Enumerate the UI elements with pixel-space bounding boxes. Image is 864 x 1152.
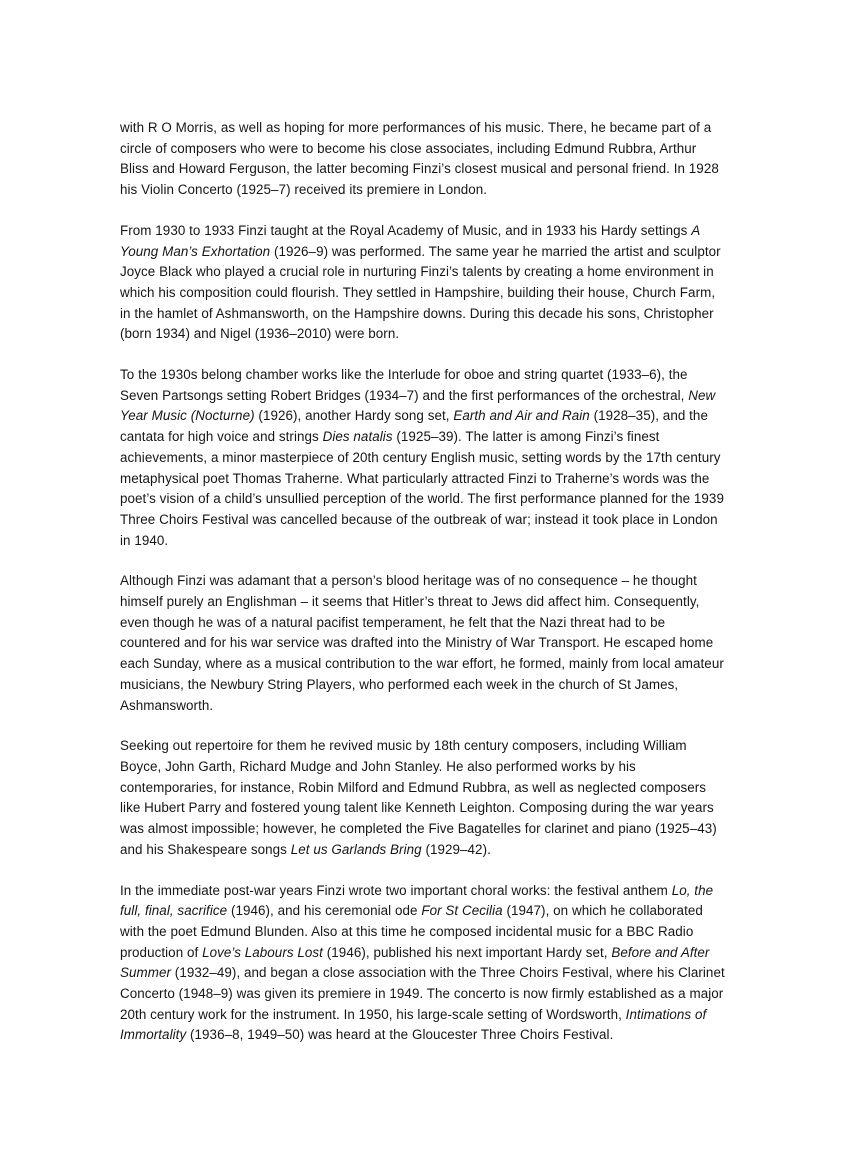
body-text: (1925–39). The latter is among Finzi’s finest achievements, a minor masterpiece of 20th century English music, setting words by the 17th century metaphysical poet Thomas Traherne. What particularly attracted Finzi to Traherne’s words was the poet’s vision of a child’s unsullied perception of the world. The first performance planned for the 1939 Three Choirs Festival was cancelled because of the outbreak of war; instead it took place in London in 1940. [120, 429, 724, 548]
italic-title-text: Love’s Labours Lost [202, 944, 323, 960]
body-text: To the 1930s belong chamber works like the Interlude for oboe and string quartet (1933–6), the Seven Partsongs setting Robert Bridges (1934–7) and the first performances of the orchestral, [120, 367, 689, 403]
body-text: (1947), on which he collaborated with the poet Edmund Blunden. Also at this time he composed incidental music for a BBC Radio production of [120, 903, 703, 960]
paragraph [120, 571, 728, 716]
italic-title-text: Intimations of Immortality [120, 1006, 707, 1043]
document-body [120, 118, 728, 1046]
paragraph [120, 736, 728, 860]
italic-title-text: A Young Man’s Exhortation [120, 222, 700, 259]
body-text: (1946), published his next important Hardy set, [322, 944, 612, 960]
body-text: (1936–8, 1949–50) was heard at the Gloucester Three Choirs Festival. [186, 1027, 614, 1043]
body-text: From 1930 to 1933 Finzi taught at the Royal Academy of Music, and in 1933 his Hardy settings [120, 222, 692, 238]
italic-title-text: Earth and Air and Rain [453, 408, 590, 424]
italic-title-text: New Year Music (Nocturne) [120, 387, 716, 424]
body-text: with R O Morris, as well as hoping for more performances of his music. There, he became part of a circle of composers who were to become his close associates, including Edmund Rubbra, Arthur Bliss and Howard Ferguson, the latter becoming Finzi’s closest musical and personal friend. In 1928 his Violin Concerto (1925–7) received its premiere in London. [120, 120, 719, 198]
paragraph [120, 365, 728, 551]
italic-title-text: For St Cecilia [421, 903, 503, 919]
body-text: (1926), another Hardy song set, [254, 408, 454, 424]
body-text: Seeking out repertoire for them he revived music by 18th century composers, including William Boyce, John Garth, Richard Mudge and John Stanley. He also performed works by his contemporaries, for instance, Robin Milford and Edmund Rubbra, as well as neglected composers like Hubert Parry and fostered young talent like Kenneth Leighton. Composing during the war years was almost impossible; however, he completed the Five Bagatelles for clarinet and piano (1925–43) and his Shakespeare songs [120, 738, 717, 857]
paragraph [120, 118, 728, 201]
body-text: (1928–35), and the cantata for high voice and strings [120, 408, 708, 445]
italic-title-text: Dies natalis [322, 429, 393, 445]
italic-title-text: Lo, the full, final, sacrifice [120, 882, 714, 919]
paragraph [120, 881, 728, 1047]
italic-title-text: Let us Garlands Bring [290, 841, 422, 857]
body-text: Although Finzi was adamant that a person’s blood heritage was of no consequence – he thought himself purely an Englishman – it seems that Hitler’s threat to Jews did affect him. Consequently, even though he was of a natural pacifist temperament, he felt that the Nazi threat had to be countered and for his war service was drafted into the Ministry of War Transport. He escaped home each Sunday, where as a musical contribution to the war effort, he formed, mainly from local amateur musicians, the Newbury String Players, who performed each week in the church of St James, Ashmansworth. [120, 573, 724, 713]
paragraph [120, 221, 728, 345]
body-text: (1929–42). [421, 841, 491, 857]
body-text: (1946), and his ceremonial ode [227, 903, 422, 919]
body-text: (1926–9) was performed. The same year he married the artist and sculptor Joyce Black who played a crucial role in nurturing Finzi’s talents by creating a home environment in which his composition could flourish. They settled in Hampshire, building their house, Church Farm, in the hamlet of Ashmansworth, on the Hampshire downs. During this decade his sons, Christopher (born 1934) and Nigel (1936–2010) were born. [120, 243, 721, 342]
italic-title-text: Before and After Summer [120, 944, 710, 981]
body-text: In the immediate post-war years Finzi wrote two important choral works: the festival anthem [120, 882, 672, 898]
body-text: (1932–49), and began a close association with the Three Choirs Festival, where his Clarinet Concerto (1948–9) was given its premiere in 1949. The concerto is now firmly established as a major 20th century work for the instrument. In 1950, his large-scale setting of Wordsworth, [120, 965, 725, 1022]
